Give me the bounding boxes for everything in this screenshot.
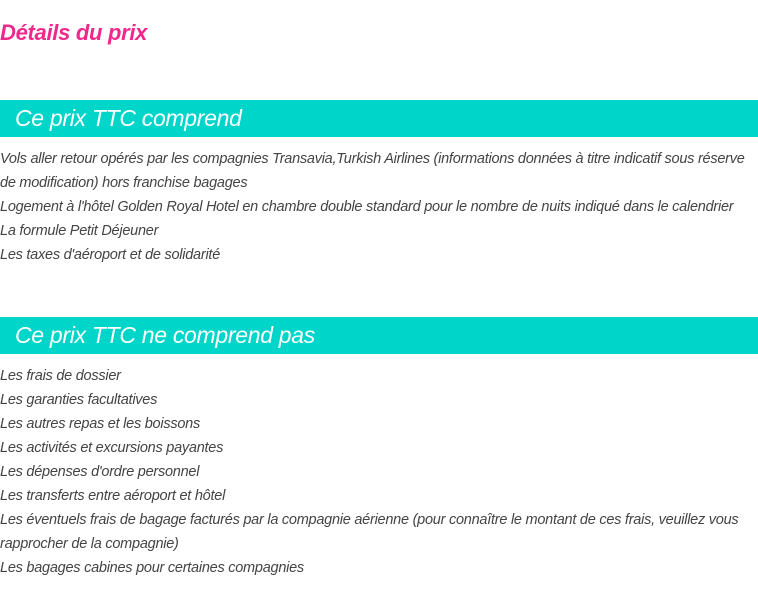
excluded-list bbox=[0, 364, 758, 580]
included-section-header bbox=[0, 100, 758, 137]
included-item: La formule Petit Déjeuner bbox=[0, 223, 159, 239]
page-title: Détails du prix bbox=[0, 20, 148, 45]
excluded-item: Les éventuels frais de bagage facturés par la compagnie aérienne (pour connaître le montant de ces frais, veuillez vous rapprocher de la compagnie) bbox=[0, 512, 739, 552]
included-item: Logement à l'hôtel Golden Royal Hotel en chambre double standard pour le nombre de nuits indiqué dans le calendrier bbox=[0, 199, 734, 215]
excluded-item: Les frais de dossier bbox=[0, 368, 121, 384]
included-item: Les taxes d'aéroport et de solidarité bbox=[0, 247, 221, 263]
included-list bbox=[0, 147, 758, 267]
excluded-section-header bbox=[0, 317, 758, 354]
excluded-item: Les dépenses d'ordre personnel bbox=[0, 464, 200, 480]
excluded-item: Les activités et excursions payantes bbox=[0, 440, 224, 456]
excluded-item: Les autres repas et les boissons bbox=[0, 416, 200, 432]
excluded-section-title: Ce prix TTC ne comprend pas bbox=[15, 322, 315, 348]
included-item: Vols aller retour opérés par les compagnies Transavia,Turkish Airlines (informations données à titre indicatif sous réserve de modification) hors franchise bagages bbox=[0, 151, 745, 191]
included-section-title: Ce prix TTC comprend bbox=[15, 105, 242, 131]
excluded-item: Les garanties facultatives bbox=[0, 392, 158, 408]
excluded-item: Les bagages cabines pour certaines compagnies bbox=[0, 560, 304, 576]
excluded-item: Les transferts entre aéroport et hôtel bbox=[0, 488, 226, 504]
